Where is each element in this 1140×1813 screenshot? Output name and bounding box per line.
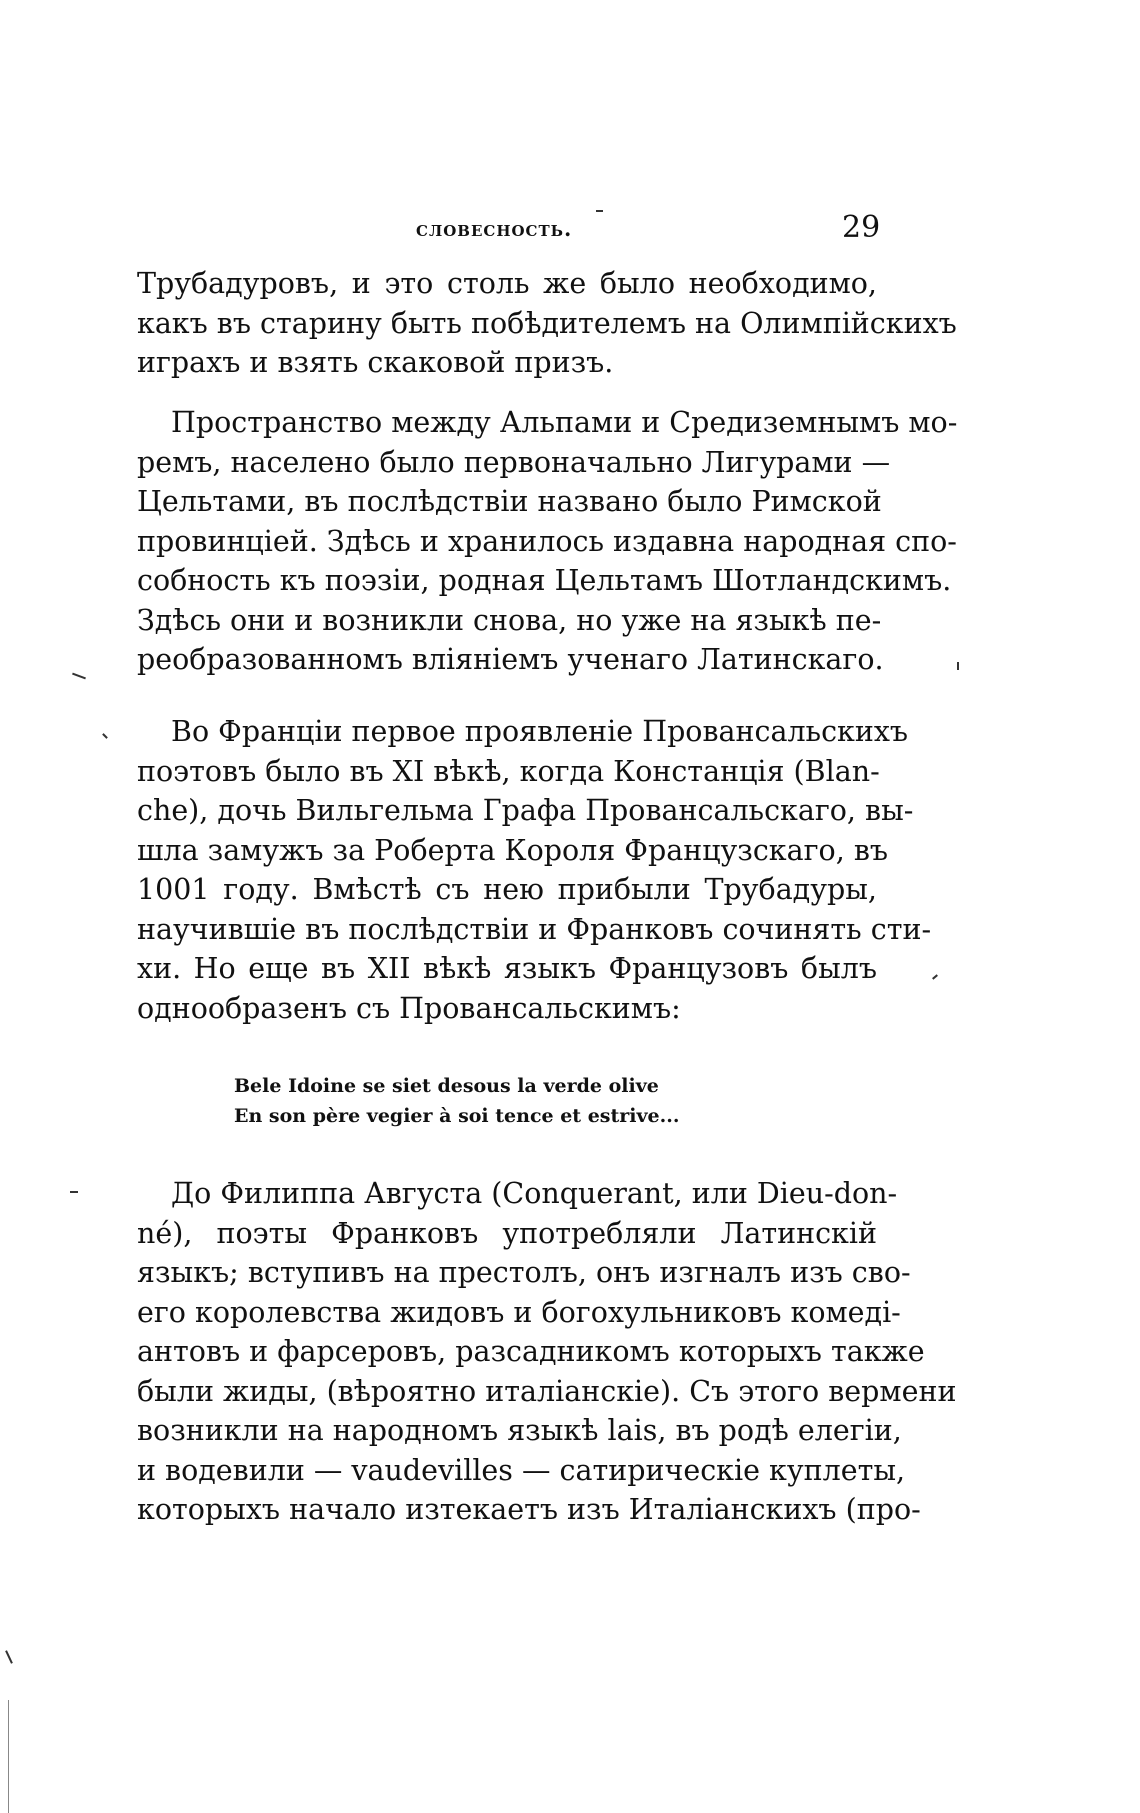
text-line: Во Франціи первое проявленіе Провансальскихъ (171, 715, 909, 748)
text-line: ремъ, населено было первоначально Лигурами — (137, 445, 891, 479)
text-line: né), поэты Франковъ употребляли Латинскій (137, 1216, 877, 1250)
text-line: Пространство между Альпами и Средиземнымъ мо- (171, 406, 958, 439)
text-line: антовъ и фарсеровъ, разсадникомъ которыхъ также (137, 1335, 925, 1368)
page-number: 29 (842, 210, 881, 245)
scan-speck (5, 1650, 13, 1664)
text-line: che), дочь Вильгельма Графа Провансальскаго, вы- (137, 794, 914, 827)
text-line: его королевства жидовъ и богохульниковъ комеді- (137, 1295, 901, 1329)
scan-speck (102, 733, 108, 739)
text-line: были жиды, (вѣроятно италіанскіе). Съ этого вермени (137, 1374, 957, 1408)
text-line: Трубадуровъ, и это столь же было необходимо, (137, 267, 877, 300)
running-header-title: словесность. (416, 216, 573, 241)
paragraph-1 (137, 264, 957, 383)
paragraph-5 (137, 1174, 957, 1530)
paragraph-2 (137, 403, 958, 680)
text-line: и водевили — vaudevilles — сатирическіе куплеты, (137, 1453, 906, 1487)
text-line: языкъ; вступивъ на престолъ, онъ изгналъ изъ сво- (137, 1256, 911, 1289)
text-line: играхъ и взять скаковой призъ. (137, 346, 614, 379)
text-line: шла замужъ за Роберта Короля Французскаго, въ (137, 833, 888, 867)
text-line: Здѣсь они и возникли снова, но уже на языкѣ пе- (137, 603, 882, 637)
verse-line: En son père vegier à soi tence et estrive... (234, 1105, 680, 1127)
text-line: провинціей. Здѣсь и хранилось издавна народная спо- (137, 524, 957, 558)
text-line: однообразенъ съ Провансальскимъ: (137, 991, 681, 1025)
text-line: хи. Но еще въ XII вѣкѣ языкъ Французовъ былъ (137, 952, 877, 985)
text-line: Цельтами, въ послѣдствіи названо было Римской (137, 485, 882, 518)
text-line: какъ въ старину быть побѣдителемъ на Олимпійскихъ (137, 306, 957, 340)
verse-line: Bele Idoine se siet desous la verde olive (234, 1075, 659, 1097)
scan-speck (957, 662, 959, 670)
verse-quotation (234, 1071, 679, 1131)
scan-speck (932, 974, 938, 979)
text-line: реобразованномъ вліяніемъ ученаго Латинскаго. (137, 643, 884, 676)
text-line: 1001 году. Вмѣстѣ съ нею прибыли Трубадуры, (137, 873, 877, 906)
scan-speck (70, 1191, 78, 1193)
text-line: До Филиппа Августа (Conquerant, или Dieu-don- (171, 1177, 898, 1210)
text-line: собность къ поэзіи, родная Цельтамъ Шотландскимъ. (137, 564, 952, 597)
text-line: которыхъ начало изтекаетъ изъ Италіанскихъ (про- (137, 1493, 921, 1526)
text-line: поэтовъ было въ XI вѣкѣ, когда Констанція (Blan- (137, 754, 880, 788)
paragraph-3 (137, 712, 932, 1028)
scan-edge-line (8, 1700, 9, 1813)
text-line: возникли на народномъ языкѣ lais, въ родѣ елегіи, (137, 1414, 902, 1447)
text-line: научившіе въ послѣдствіи и Франковъ сочинять сти- (137, 912, 932, 946)
scan-speck (72, 673, 86, 680)
scan-speck (596, 210, 603, 212)
